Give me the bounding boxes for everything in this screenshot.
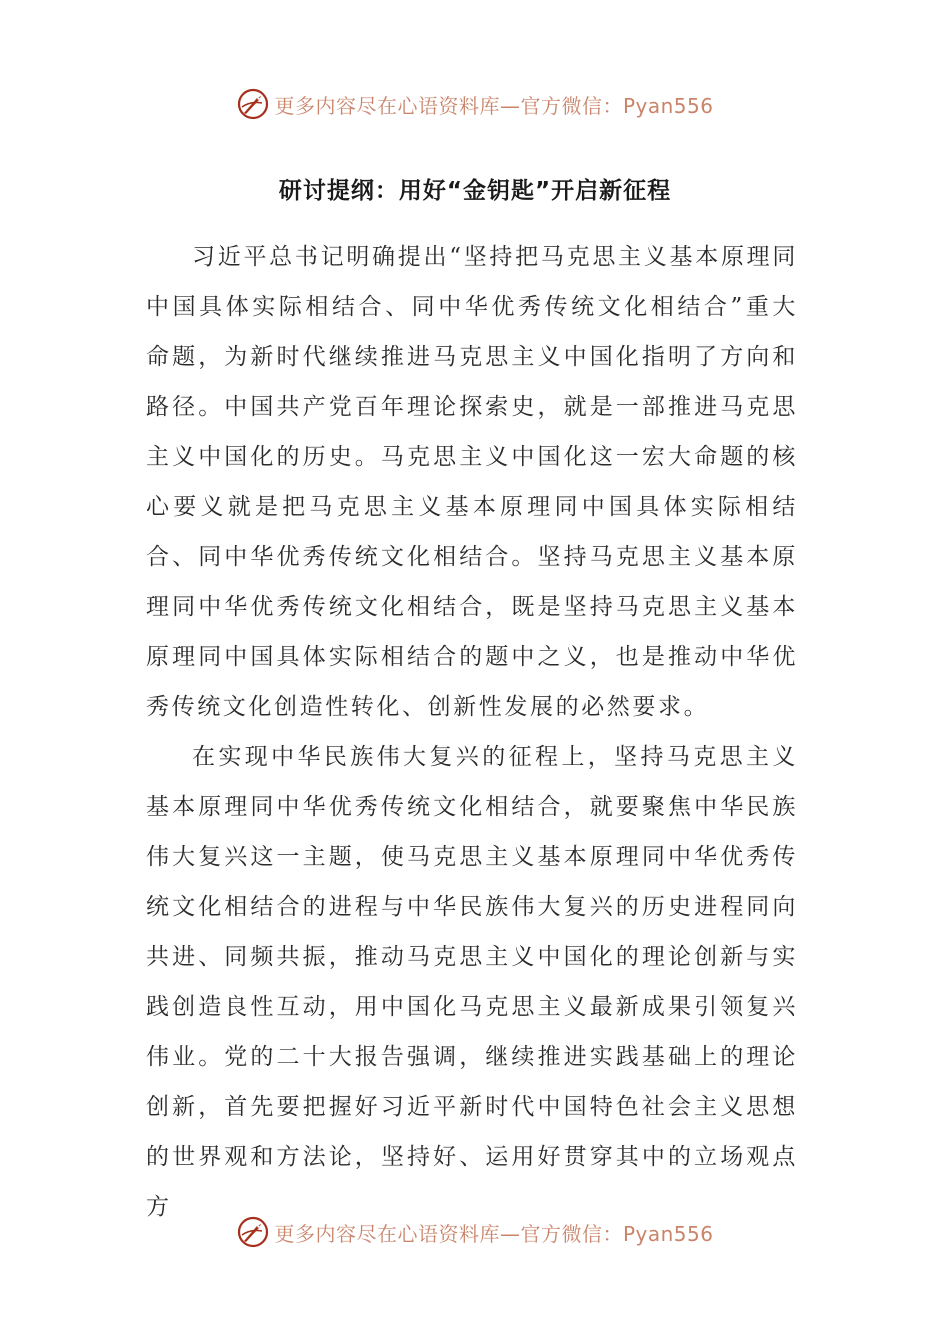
footer-banner-text: 更多内容尽在心语资料库—官方微信：Pyan556 bbox=[274, 1221, 714, 1246]
pen-nib-logo-icon bbox=[236, 1215, 270, 1249]
footer-watermark-banner bbox=[0, 1212, 950, 1252]
header-watermark-banner bbox=[0, 84, 950, 124]
paragraph-2: 在实现中华民族伟大复兴的征程上，坚持马克思主义基本原理同中华优秀传统文化相结合，就要聚焦中华民族伟大复兴这一主题，使马克思主义基本原理同中华优秀传统文化相结合的进程与中华民族伟大复兴的历史进程同向共进、同频共振，推动马克思主义中国化的理论创新与实践创造良性互动，用中国化马克思主义最新成果引领复兴伟业。党的二十大报告强调，继续推进实践基础上的理论创新，首先要把握好习近平新时代中国特色社会主义思想的世界观和方法论，坚持好、运用好贯穿其中的立场观点方 bbox=[146, 744, 798, 1220]
paragraph-1: 习近平总书记明确提出“坚持把马克思主义基本原理同中国具体实际相结合、同中华优秀传统文化相结合”重大命题，为新时代继续推进马克思主义中国化指明了方向和路径。中国共产党百年理论探索史，就是一部推进马克思主义中国化的历史。马克思主义中国化这一宏大命题的核心要义就是把马克思主义基本原理同中国具体实际相结合、同中华优秀传统文化相结合。坚持马克思主义基本原理同中华优秀传统文化相结合，既是坚持马克思主义基本原理同中国具体实际相结合的题中之义，也是推动中华优秀传统文化创造性转化、创新性发展的必然要求。 bbox=[146, 244, 798, 720]
header-banner-text: 更多内容尽在心语资料库—官方微信：Pyan556 bbox=[274, 93, 714, 118]
pen-nib-logo-icon bbox=[236, 87, 270, 121]
document-body bbox=[146, 232, 798, 1232]
document-title: 研讨提纲：用好“金钥匙”开启新征程 bbox=[278, 178, 672, 204]
